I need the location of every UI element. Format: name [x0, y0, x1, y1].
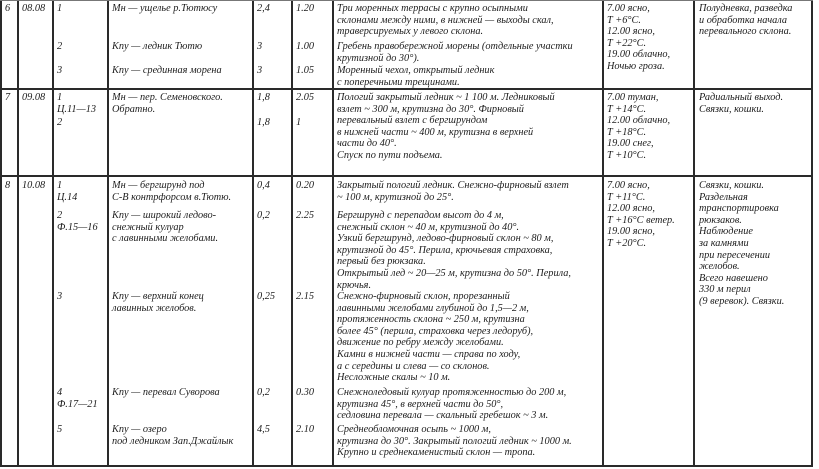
segment-time: 1.00	[296, 41, 315, 52]
column-divider	[602, 0, 604, 466]
notes: Радиальный выход. Связки, кошки.	[699, 92, 784, 115]
table-border-right	[811, 0, 813, 466]
segment-number: 3	[57, 291, 63, 302]
segment-number: 1 Ц.11—13	[57, 92, 96, 115]
segment-time: 2.15	[296, 291, 315, 302]
segment-time: 1.20	[296, 3, 315, 14]
segment-description: Снежноледовый кулуар протяженностью до 200 м, крутизна 45°, в верхней части до 50°, седловина перевала — скальный гребешок ~ 3 м.	[337, 387, 567, 422]
segment-route: Кпу — срединная морена	[112, 65, 222, 76]
segment-route: Кпу — широкий ледово- снежный кулуар с лавинными желобами.	[112, 210, 219, 245]
date: 08.08	[22, 3, 46, 14]
segment-route: Кпу — верхний конец лавинных желобов.	[112, 291, 204, 314]
segment-time: 2.25	[296, 210, 315, 221]
segment-distance: 0,25	[257, 291, 276, 302]
segment-description: Среднеобломочная осыпь ~ 1000 м, крутизна до 30°. Закрытый пологий ледник ~ 1000 м. Крупно и среднекаменистый склон — тропа.	[337, 424, 572, 459]
column-divider	[332, 0, 334, 466]
notes: Связки, кошки. Раздельная транспортировка рюкзаков. Наблюдение за камнями при пересечении желобов. Всего навешено 330 м перил (9 веревок). Связки.	[699, 180, 785, 307]
segment-time: 1.05	[296, 65, 315, 76]
notes: Полудневка, разведка и обработка начала перевального склона.	[699, 3, 793, 38]
segment-number: 1	[57, 3, 63, 14]
weather: 7.00 ясно, Т +6°С. 12.00 ясно, Т +22°С. 19.00 облачно, Ночью гроза.	[607, 3, 671, 72]
row-divider	[0, 175, 813, 177]
day-number: 8	[5, 180, 11, 191]
weather: 7.00 ясно, Т +11°С. 12.00 ясно, Т +16°С ветер. 19.00 ясно, Т +20°С.	[607, 180, 675, 249]
segment-description: Моренный чехол, открытый ледник с поперечными трещинами.	[337, 65, 495, 88]
segment-number: 2 Ф.15—16	[57, 210, 98, 233]
segment-route: Мн — ущелье р.Тютюсу	[112, 3, 218, 14]
segment-distance: 0,2	[257, 210, 270, 221]
segment-route: Мн — пер. Семеновского. Обратно.	[112, 92, 223, 115]
segment-number: 4 Ф.17—21	[57, 387, 98, 410]
segment-route: Мн — бергшрунд под С-В контрфорсом в.Тютю.	[112, 180, 232, 203]
segment-description: Пологий закрытый ледник ~ 1 100 м. Ледниковый взлет ~ 300 м, крутизна до 30°. Фирновый перевальный взлет с бергшрундом в нижней части ~ 400 м, крутизна в верхней части до 40°. Спуск по пути подъема.	[337, 92, 555, 161]
weather: 7.00 туман, Т +14°С. 12.00 облачно, Т +18°С. 19.00 снег, Т +10°С.	[607, 92, 671, 161]
column-divider	[52, 0, 54, 466]
segment-time: 0.20	[296, 180, 315, 191]
segment-distance: 2,4	[257, 3, 270, 14]
segment-distance: 4,5	[257, 424, 270, 435]
column-divider	[291, 0, 293, 466]
column-divider	[107, 0, 109, 466]
table-border-top	[0, 0, 813, 1]
segment-description: Закрытый пологий ледник. Снежно-фирновый взлет ~ 100 м, крутизной до 25°.	[337, 180, 569, 203]
row-divider	[0, 88, 813, 90]
column-divider	[693, 0, 695, 466]
segment-description: Снежно-фирновый склон, прорезанный лавинными желобами глубиной до 1,5—2 м, протяженность склона ~ 250 м, крутизна более 45° (перила, страховка через ледоруб), движение по ребру между желобами. Камни в нижней части — справа по ходу, а с середины и слева — со склонов. Несложные скалы ~ 10 м.	[337, 291, 534, 384]
date: 09.08	[22, 92, 46, 103]
segment-route: Кпу — ледник Тютю	[112, 41, 203, 52]
segment-number: 3	[57, 65, 63, 76]
segment-number: 1 Ц.14	[57, 180, 78, 203]
day-number: 6	[5, 3, 11, 14]
segment-time: 2.10	[296, 424, 315, 435]
segment-distance: 0,2	[257, 387, 270, 398]
segment-description: Три моренных террасы с крупно осыпными склонами между ними, в нижней — выходы скал, траверсируемых у левого склона.	[337, 3, 554, 38]
segment-route: Кпу — озеро под ледником Зап.Джайлык	[112, 424, 234, 447]
segment-number: 5	[57, 424, 63, 435]
segment-distance: 1,8	[257, 117, 270, 128]
segment-number: 2	[57, 41, 63, 52]
segment-route: Кпу — перевал Суворова	[112, 387, 220, 398]
segment-distance: 1,8	[257, 92, 270, 103]
segment-description: Гребень правобережной морены (отдельные участки крутизной до 30°).	[337, 41, 573, 64]
segment-time: 0.30	[296, 387, 315, 398]
table-border-left	[0, 0, 2, 466]
segment-time: 2.05	[296, 92, 315, 103]
column-divider	[17, 0, 19, 466]
segment-distance: 3	[257, 65, 263, 76]
day-number: 7	[5, 92, 11, 103]
segment-time: 1	[296, 117, 302, 128]
date: 10.08	[22, 180, 46, 191]
table-border-bottom	[0, 465, 813, 467]
column-divider	[252, 0, 254, 466]
segment-description: Бергшрунд с перепадом высот до 4 м, снежный склон ~ 40 м, крутизной до 40°. Узкий бергшрунд, ледово-фирновый склон ~ 80 м, крутизной до 45°. Перила, крючьевая страховка, первый без рюкзака. Открытый лед ~ 20—25 м, крутизна до 50°. Перила, крючья.	[337, 210, 571, 291]
segment-number: 2	[57, 117, 63, 128]
segment-distance: 3	[257, 41, 263, 52]
segment-distance: 0,4	[257, 180, 270, 191]
